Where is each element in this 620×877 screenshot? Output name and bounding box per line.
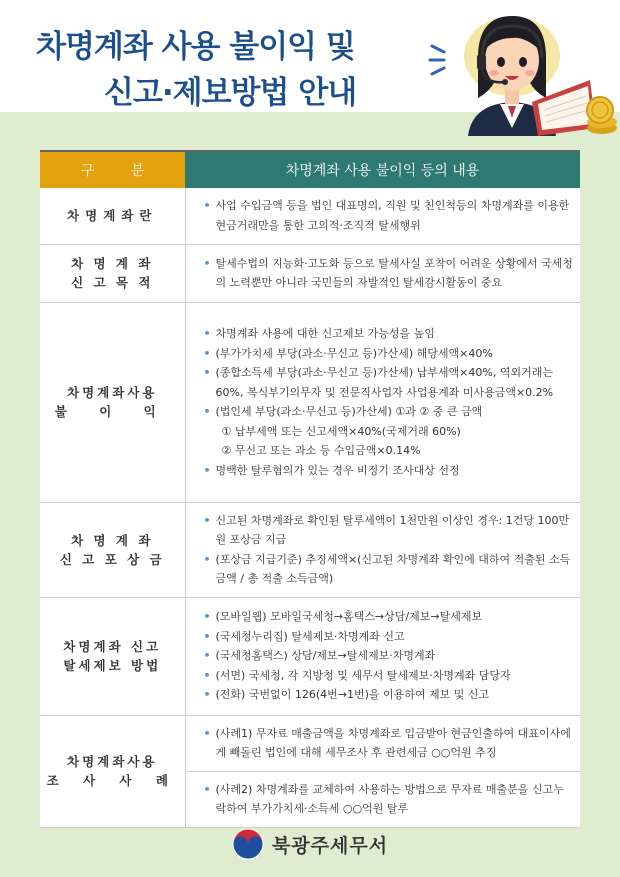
list-item: • (사례2) 차명계좌를 교체하여 사용하는 방법으로 무자료 매출분을 신고누락하여 부가가치세·소득세 ○○억원 탈루 [204,780,575,819]
case-1 [185,715,580,771]
list-subitem: ② 무신고 또는 과소 등 수입금액×0.14% [221,444,421,457]
list-item: • (법인세 부당(과소·무신고 등)가산세) ①과 ② 중 큰 금액 [204,402,575,422]
row-content [185,188,580,244]
list-item: • (사례1) 무자료 매출금액을 차명계좌로 입금받아 현금인출하여 대표이사에게 빼돌린 법인에 대해 세무조사 후 관련세금 ○○억원 추징 [204,724,575,763]
table-row [40,597,580,715]
header-category: 구 분 [40,151,185,188]
table-row [40,244,580,302]
content-list [204,324,575,480]
list-item: • (서면) 국세청, 각 지방청 및 세무서 탈세제보·차명계좌 담당자 [204,666,575,686]
title-line-2: 신고·제보방법 안내 [104,75,357,111]
category-line: 불 이 익 [54,404,170,419]
row-category [40,715,185,827]
organization-name: 북광주세무서 [271,834,389,857]
row-content [185,244,580,302]
table-row [40,302,580,502]
list-item: • 사업 수입금액 등을 법인 대표명의, 직원 및 친인척등의 차명계좌를 이용한 현금거래만을 통한 고의적·조직적 탈세행위 [204,196,575,235]
list-item: • 명백한 탈루혐의가 있는 경우 비정기 조사대상 선정 [204,461,575,481]
row-content [185,597,580,715]
content-list [204,780,575,819]
category-line: 차명계좌 신고 [63,639,162,654]
category-line: 차 명 계 좌 [71,256,154,271]
list-subitem: ① 납부세액 또는 신고세액×40%(국제거래 60%) [221,424,461,438]
row-content [185,502,580,597]
list-item: • (국세청누리집) 탈세제보·차명계좌 신고 [204,627,575,647]
row-category [40,188,185,244]
row-category [40,244,185,302]
category-line: 차명계좌란 [67,208,158,224]
row-content [185,302,580,502]
list-item: • (포상금 지급기준) 추징세액×(신고된 차명계좌 확인에 대하여 적출된 소득금액 / 총 적출 소득금액) [204,550,575,589]
list-item: • (모바일웹) 모바일국세청→홈택스→상담/제보→탈세제보 [204,607,575,627]
list-item: • (종합소득세 부당(과소·무신고 등)가산세) 납부세액×40%, 역외거래는 60%, 복식부기의무자 및 전문직사업자 사업용계좌 미사용금액×0.2% [204,363,575,402]
content-list [204,607,575,705]
list-item: • (국세청홈택스) 상담/제보→탈세제보·차명계좌 [204,646,575,666]
category-line: 탈세제보 방법 [63,658,162,673]
category-line: 조 사 사 례 [46,773,178,788]
government-emblem-icon [232,828,264,860]
row-category [40,597,185,715]
list-item: • (부가가치세 부당(과소·무신고 등)가산세) 해당세액×40% [204,344,575,364]
category-line: 신 고 포 상 금 [59,551,165,567]
list-item: • (전화) 국번없이 126(4번→1번)을 이용하여 제보 및 신고 [204,685,575,705]
list-item: • 차명계좌 사용에 대한 신고제보 가능성을 높임 [204,324,575,344]
category-line: 신 고 목 적 [71,275,154,290]
category-line: 차명계좌사용 [67,754,158,769]
header-content: 차명계좌 사용 불이익 등의 내용 [185,151,580,188]
page-title [36,24,356,116]
list-item: • 탈세수법의 지능화·고도화 등으로 탈세사실 포착이 어려운 상황에서 국세청의 노력뿐만 아니라 국민들의 자발적인 탈세감시활동이 중요 [204,254,575,293]
operator-illustration [420,6,620,136]
footer [0,824,620,864]
list-item: • 신고된 차명계좌로 확인된 탈루세액이 1천만원 이상인 경우: 1건당 100만원 포상금 지급 [204,511,575,550]
content-list [204,196,575,235]
content-list [204,254,575,293]
table-header-row [40,151,580,188]
content-list [204,511,575,589]
category-line: 차 명 계 좌 [71,532,154,548]
case-2 [185,771,580,827]
category-line: 차명계좌사용 [67,385,158,400]
content-list [204,724,575,763]
table-row [40,715,580,771]
info-table [40,150,580,828]
row-category [40,502,185,597]
row-category [40,302,185,502]
title-line-1: 차명계좌 사용 불이익 및 [36,29,355,65]
table-row [40,188,580,244]
table-row [40,502,580,597]
